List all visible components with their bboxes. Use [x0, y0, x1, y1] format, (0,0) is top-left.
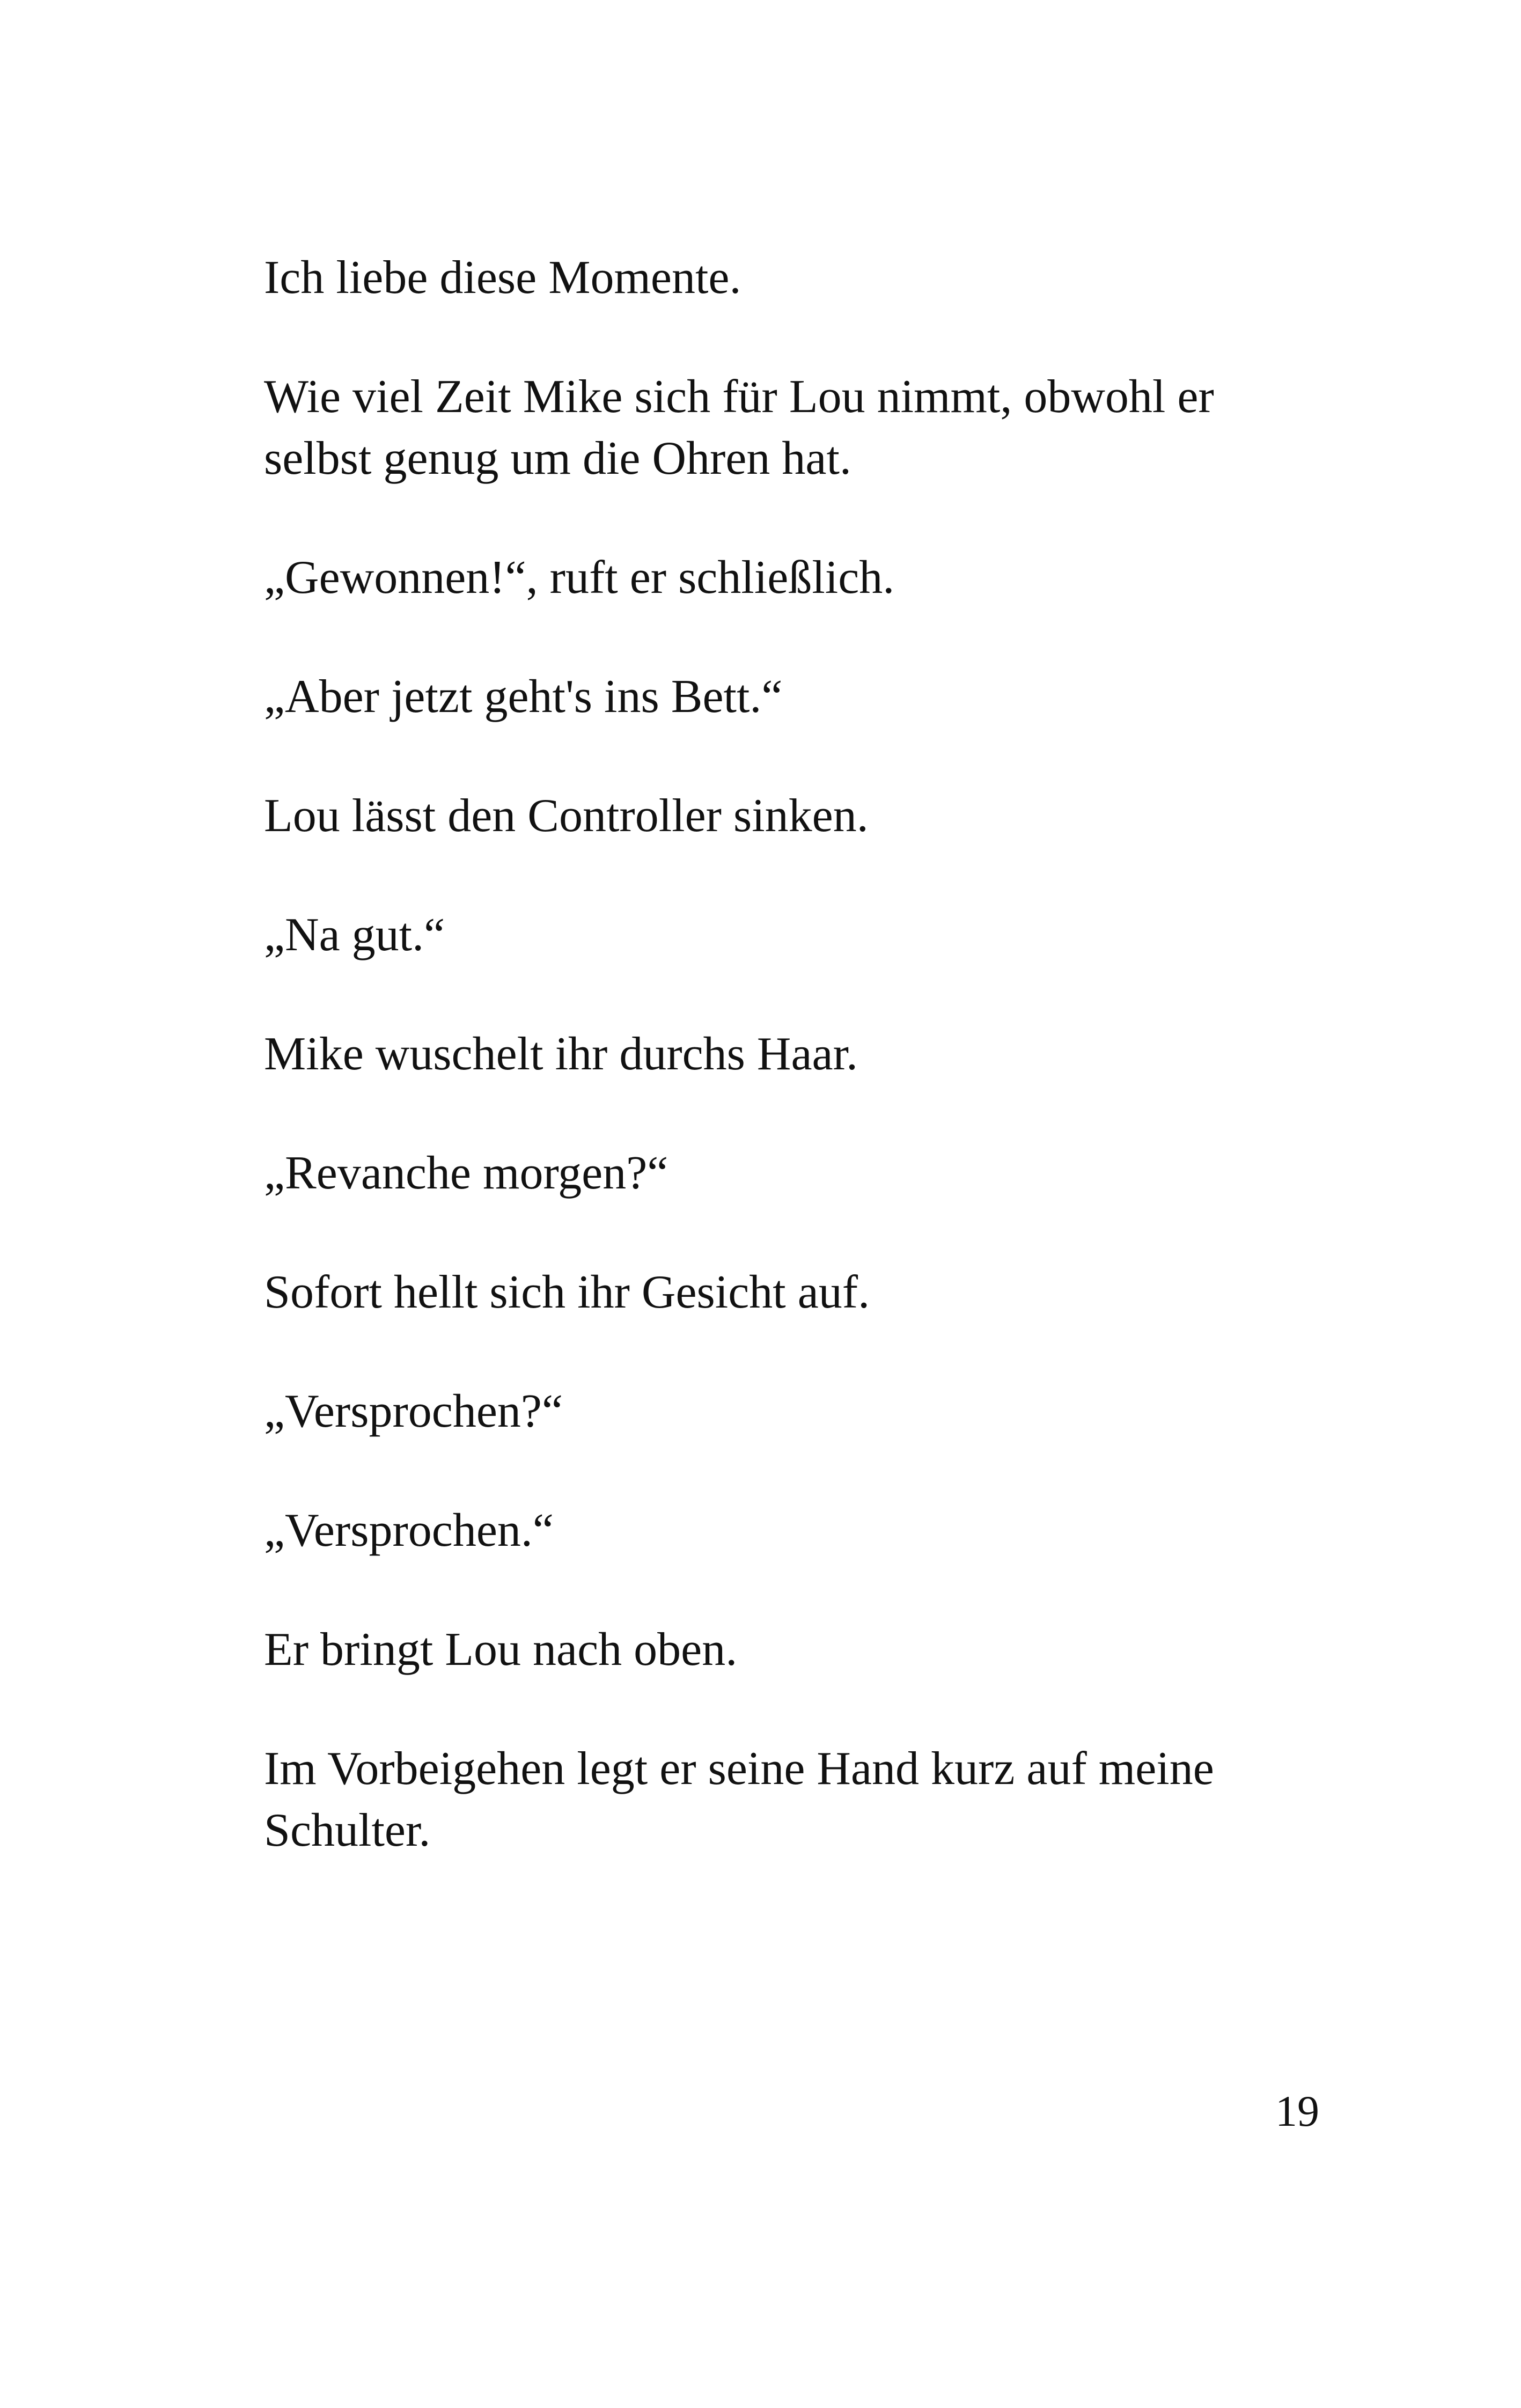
paragraph-1: Ich liebe diese Momente.	[264, 252, 741, 304]
paragraph-9: Sofort hellt sich ihr Gesicht auf.	[264, 1266, 870, 1318]
paragraph-7: Mike wuschelt ihr durchs Haar.	[264, 1028, 858, 1080]
paragraph-8: „Revanche morgen?“	[264, 1147, 668, 1199]
page-number: 19	[1275, 2087, 1319, 2135]
page-body-text	[264, 247, 1326, 1919]
paragraph-12: Er bringt Lou nach oben.	[264, 1624, 738, 1676]
paragraph-10: „Versprochen?“	[264, 1385, 563, 1437]
paragraph-4: „Aber jetzt geht's ins Bett.“	[264, 671, 783, 723]
paragraph-5: Lou lässt den Controller sinken.	[264, 790, 869, 842]
paragraph-13: Im Vorbeigehen legt er seine Hand kurz auf meine Schulter.	[264, 1743, 1214, 1856]
paragraph-3: „Gewonnen!“, ruft er schließlich.	[264, 552, 895, 604]
paragraph-11: „Versprochen.“	[264, 1504, 554, 1557]
paragraph-2: Wie viel Zeit Mike sich für Lou nimmt, obwohl er selbst genug um die Ohren hat.	[264, 371, 1214, 484]
paragraph-6: „Na gut.“	[264, 909, 445, 961]
